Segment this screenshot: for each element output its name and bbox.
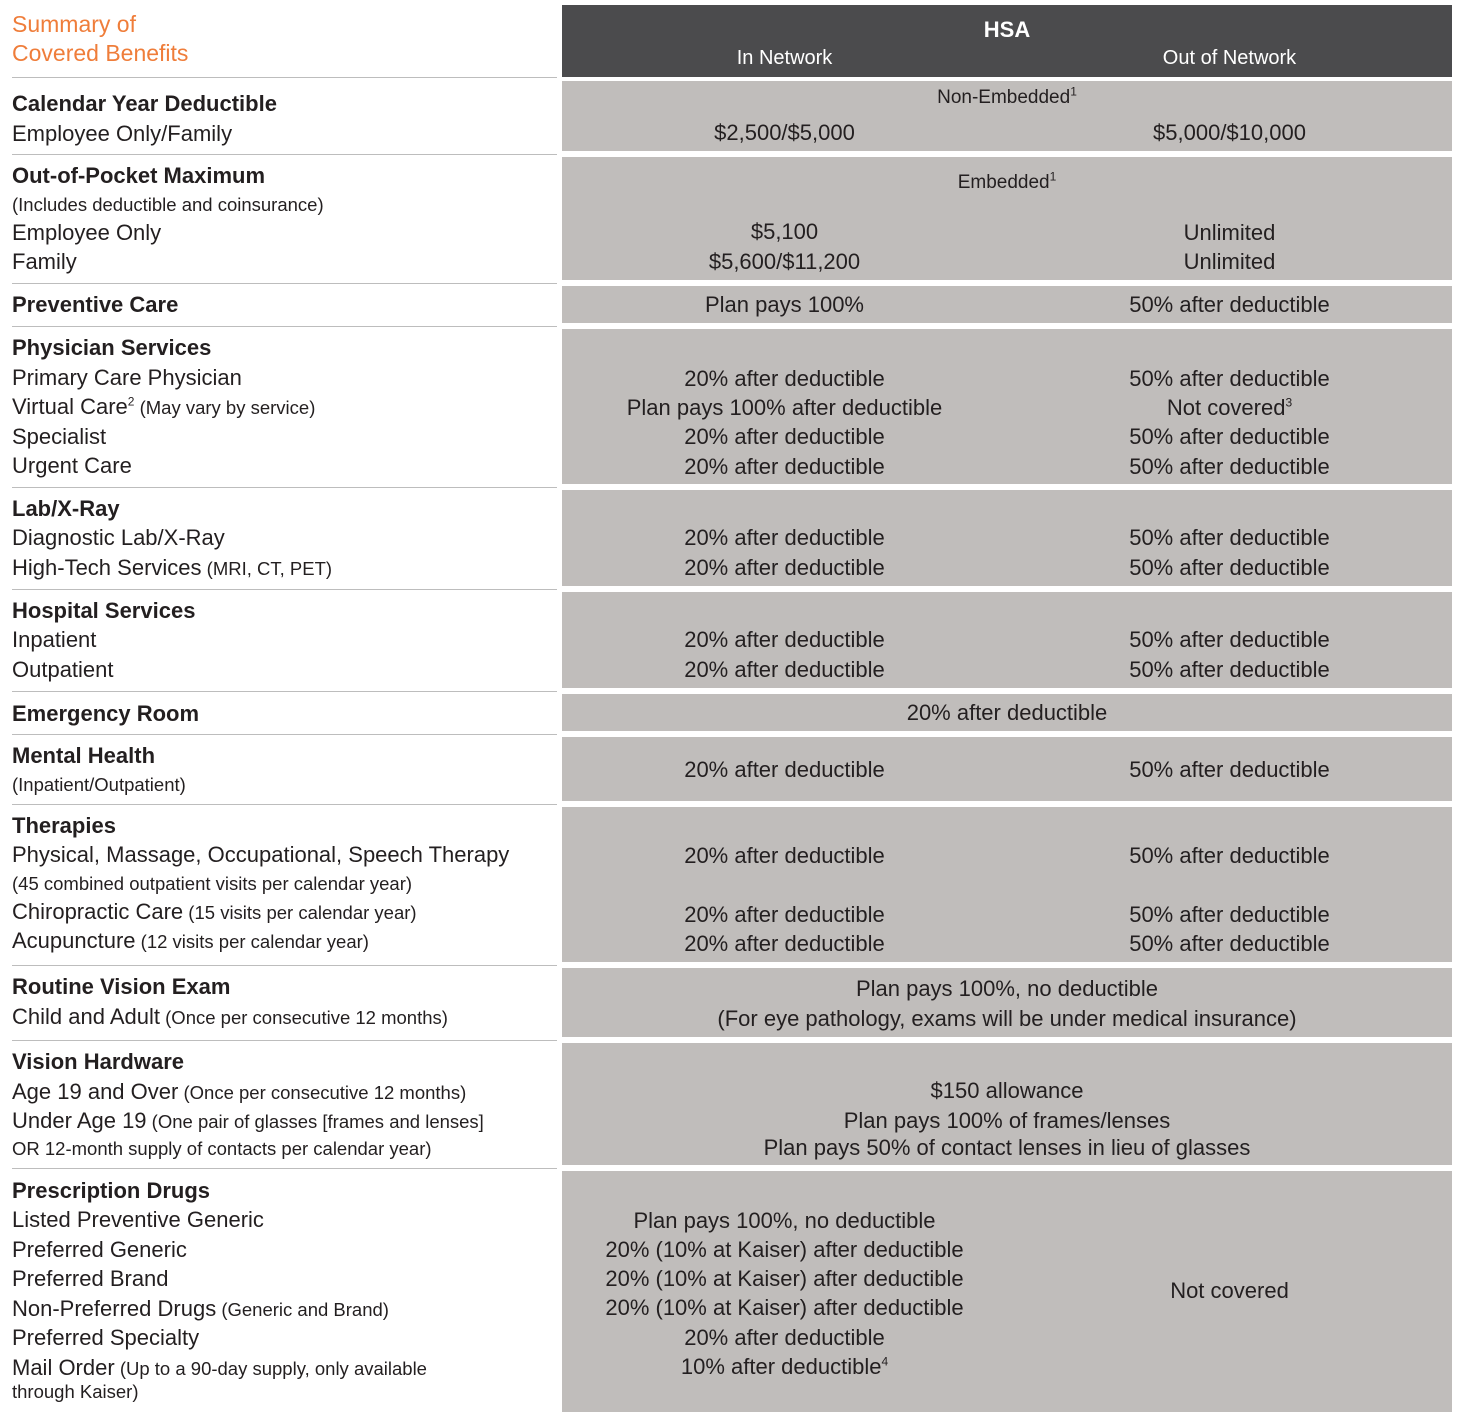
outpatient-out: 50% after deductible	[1129, 657, 1330, 682]
vision-exam-title: Routine Vision Exam	[12, 974, 231, 999]
mental-label-section	[12, 735, 557, 805]
rx-label-section	[12, 1169, 557, 1414]
diagnostic-lab-out: 50% after deductible	[1129, 525, 1330, 550]
vision-exam-line2: (For eye pathology, exams will be under medical insurance)	[717, 1006, 1297, 1031]
physician-title: Physician Services	[12, 335, 212, 360]
deductible-note-footnote: 1	[1070, 84, 1077, 99]
under19-text: Under Age 19	[12, 1108, 147, 1133]
inpatient-label: Inpatient	[12, 627, 97, 652]
rx-pg-in: 20% (10% at Kaiser) after deductible	[605, 1237, 964, 1262]
urgent-care-label: Urgent Care	[12, 453, 132, 478]
acupuncture-label	[12, 928, 369, 955]
virtual-care-label	[12, 394, 315, 421]
acupuncture-out: 50% after deductible	[1129, 931, 1330, 956]
rx-out: Not covered	[1170, 1278, 1289, 1303]
oop-employee-label: Employee Only	[12, 220, 162, 245]
age19-label	[12, 1079, 466, 1106]
rx-lpg-in: Plan pays 100%, no deductible	[633, 1208, 936, 1233]
rx-mo-note2: through Kaiser)	[12, 1381, 139, 1402]
er-values	[562, 694, 1452, 731]
rx-mo-note: (Up to a 90-day supply, only available	[114, 1358, 427, 1379]
under19-note2: OR 12-month supply of contacts per calendar year)	[12, 1138, 432, 1159]
rx-ps-in: 20% after deductible	[684, 1325, 885, 1350]
specialist-in: 20% after deductible	[684, 424, 885, 449]
specialist-label: Specialist	[12, 424, 107, 449]
chiro-out: 50% after deductible	[1129, 902, 1330, 927]
inpatient-in: 20% after deductible	[684, 627, 885, 652]
vision-exam-line1: Plan pays 100%, no deductible	[855, 976, 1159, 1001]
rx-np-note: (Generic and Brand)	[216, 1299, 389, 1320]
virtual-care-text: Virtual Care	[12, 394, 128, 419]
oop-paren: (Includes deductible and coinsurance)	[12, 194, 324, 215]
vision-exam-sub-text: Child and Adult	[12, 1004, 160, 1029]
hsa-title: HSA	[983, 17, 1031, 42]
vision-hw-line2: Plan pays 100% of frames/lenses	[843, 1108, 1171, 1133]
chiro-note: (15 visits per calendar year)	[183, 902, 417, 923]
mental-title: Mental Health	[12, 743, 156, 768]
oop-note	[562, 170, 1452, 196]
deductible-out: $5,000/$10,000	[1153, 120, 1306, 145]
summary-title-line1: Summary of	[12, 11, 136, 37]
physical-therapy-note: (45 combined outpatient visits per calendar year)	[12, 873, 413, 894]
summary-title	[12, 10, 557, 78]
rx-mo-in	[562, 1354, 1007, 1380]
rx-values	[562, 1171, 1452, 1412]
preventive-values	[562, 286, 1452, 323]
oop-employee-in: $5,100	[750, 219, 819, 244]
diagnostic-lab-label: Diagnostic Lab/X-Ray	[12, 525, 225, 550]
under19-label	[12, 1108, 484, 1135]
rx-np-label	[12, 1296, 389, 1323]
acupuncture-note: (12 visits per calendar year)	[135, 931, 369, 952]
rx-title: Prescription Drugs	[12, 1178, 211, 1203]
urgent-care-in: 20% after deductible	[684, 454, 885, 479]
out-network-header: Out of Network	[1162, 47, 1297, 69]
oop-title: Out-of-Pocket Maximum	[12, 163, 266, 188]
age19-text: Age 19 and Over	[12, 1079, 179, 1104]
preventive-title: Preventive Care	[12, 292, 179, 317]
deductible-values	[562, 81, 1452, 151]
acupuncture-text: Acupuncture	[12, 928, 136, 953]
oop-note-text: Embedded	[957, 172, 1050, 193]
hightech-note: (MRI, CT, PET)	[201, 558, 333, 579]
specialist-out: 50% after deductible	[1129, 424, 1330, 449]
lab-title: Lab/X-Ray	[12, 496, 120, 521]
rx-mo-in-footnote: 4	[881, 1354, 889, 1369]
deductible-note-text: Non-Embedded	[937, 87, 1071, 108]
vision-hw-title: Vision Hardware	[12, 1049, 184, 1074]
rx-pb-in: 20% (10% at Kaiser) after deductible	[605, 1266, 964, 1291]
hightech-out: 50% after deductible	[1129, 555, 1330, 580]
vision-hw-values	[562, 1043, 1452, 1165]
er-value: 20% after deductible	[906, 700, 1108, 725]
rx-mo-in-text: 10% after deductible	[680, 1354, 882, 1379]
rx-lpg-label: Listed Preventive Generic	[12, 1207, 264, 1232]
virtual-care-in: Plan pays 100% after deductible	[626, 395, 943, 420]
virtual-care-note: (May vary by service)	[134, 397, 316, 418]
preventive-label-section	[12, 284, 557, 327]
vision-exam-label-section	[12, 966, 557, 1041]
hightech-label	[12, 555, 332, 582]
primary-care-out: 50% after deductible	[1129, 366, 1330, 391]
hospital-title: Hospital Services	[12, 598, 196, 623]
vision-exam-sub-note: (Once per consecutive 12 months)	[160, 1007, 448, 1028]
mental-values	[562, 737, 1452, 801]
rx-ps-label: Preferred Specialty	[12, 1325, 200, 1350]
oop-family-in: $5,600/$11,200	[708, 249, 861, 274]
rx-np-text: Non-Preferred Drugs	[12, 1296, 217, 1321]
summary-title-line2: Covered Benefits	[12, 40, 189, 66]
mental-out: 50% after deductible	[1129, 757, 1330, 782]
rx-mo-label	[12, 1355, 427, 1382]
in-network-header: In Network	[736, 47, 833, 69]
hsa-header	[562, 5, 1452, 77]
virtual-care-out-text: Not covered	[1166, 395, 1286, 420]
vision-hw-line1: $150 allowance	[930, 1078, 1084, 1103]
age19-note: (Once per consecutive 12 months)	[178, 1082, 467, 1103]
mental-in: 20% after deductible	[684, 757, 885, 782]
hospital-values	[562, 592, 1452, 688]
er-title: Emergency Room	[12, 701, 200, 726]
chiro-text: Chiropractic Care	[12, 899, 184, 924]
chiro-label	[12, 899, 417, 926]
rx-pg-label: Preferred Generic	[12, 1237, 187, 1262]
vision-hw-line3: Plan pays 50% of contact lenses in lieu of glasses	[763, 1135, 1251, 1160]
rx-pb-label: Preferred Brand	[12, 1266, 169, 1291]
therapies-title: Therapies	[12, 813, 116, 838]
urgent-care-out: 50% after deductible	[1129, 454, 1330, 479]
virtual-care-footnote: 2	[127, 394, 135, 409]
hightech-text: High-Tech Services	[12, 555, 202, 580]
oop-label-section	[12, 155, 557, 284]
physical-therapy-label: Physical, Massage, Occupational, Speech Therapy	[12, 842, 510, 867]
therapies-label-section	[12, 805, 557, 966]
oop-values	[562, 157, 1452, 280]
lab-label-section	[12, 488, 557, 590]
rx-mo-text: Mail Order	[12, 1355, 115, 1380]
physical-therapy-out: 50% after deductible	[1129, 843, 1330, 868]
physician-label-section	[12, 327, 557, 488]
primary-care-label: Primary Care Physician	[12, 365, 242, 390]
vision-exam-values	[562, 968, 1452, 1037]
chiro-in: 20% after deductible	[684, 902, 885, 927]
therapies-values	[562, 807, 1452, 962]
oop-employee-out: Unlimited	[1183, 220, 1276, 245]
primary-care-in: 20% after deductible	[684, 366, 885, 391]
vision-hw-label-section	[12, 1041, 557, 1169]
under19-note: (One pair of glasses [frames and lenses]	[146, 1111, 484, 1132]
inpatient-out: 50% after deductible	[1129, 627, 1330, 652]
vision-exam-sub	[12, 1004, 448, 1031]
oop-note-footnote: 1	[1049, 169, 1057, 184]
virtual-care-out-footnote: 3	[1285, 395, 1293, 410]
virtual-care-out	[1007, 395, 1452, 421]
hightech-in: 20% after deductible	[684, 555, 885, 580]
hospital-label-section	[12, 590, 557, 692]
outpatient-label: Outpatient	[12, 657, 114, 682]
deductible-sub: Employee Only/Family	[12, 121, 233, 146]
preventive-out: 50% after deductible	[1129, 292, 1330, 317]
physician-values	[562, 329, 1452, 484]
physical-therapy-in: 20% after deductible	[684, 843, 885, 868]
deductible-title: Calendar Year Deductible	[12, 91, 277, 116]
lab-values	[562, 490, 1452, 586]
deductible-in: $2,500/$5,000	[714, 120, 855, 145]
oop-family-out: Unlimited	[1183, 249, 1276, 274]
mental-paren: (Inpatient/Outpatient)	[12, 774, 186, 795]
rx-np-in: 20% (10% at Kaiser) after deductible	[605, 1295, 964, 1320]
outpatient-in: 20% after deductible	[684, 657, 885, 682]
deductible-label-section	[12, 80, 557, 155]
oop-family-label: Family	[12, 249, 77, 274]
er-label-section	[12, 692, 557, 735]
acupuncture-in: 20% after deductible	[684, 931, 885, 956]
deductible-note	[562, 85, 1452, 111]
diagnostic-lab-in: 20% after deductible	[684, 525, 885, 550]
preventive-in: Plan pays 100%	[705, 292, 864, 317]
